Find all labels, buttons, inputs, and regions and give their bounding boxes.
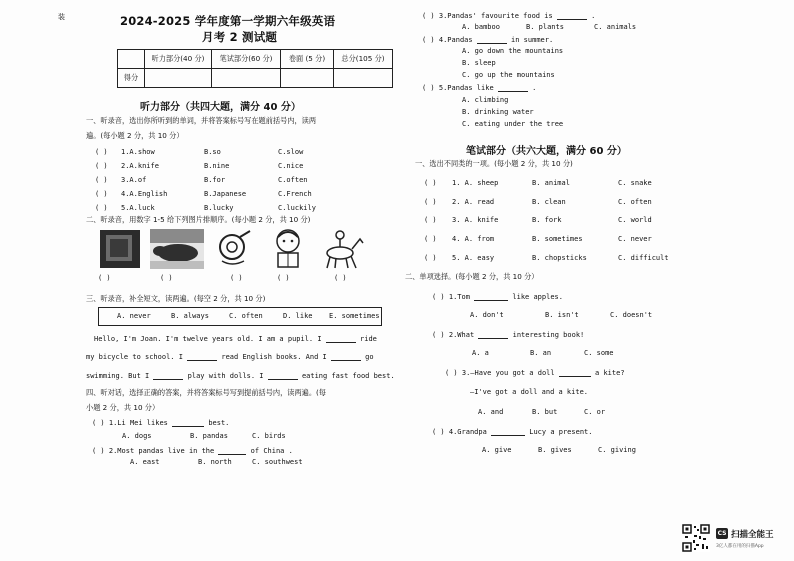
picture-order-bracket[interactable]: ( ) [277,274,290,282]
option-a: A. bamboo [462,23,500,31]
option-c: C.often [278,176,308,184]
option-c: C. some [584,349,614,357]
answer-bracket[interactable]: ( ) [424,198,437,206]
option-a: 3. A. knife [452,216,499,224]
answer-bracket[interactable]: ( ) [95,148,108,156]
fill-blank[interactable] [557,11,587,20]
question-2: ( ) 2.What interesting book! [432,331,585,339]
answer-bracket[interactable]: ( ) [432,331,445,339]
score-cell [212,69,281,88]
option-c: C. animals [594,23,637,31]
answer-bracket[interactable]: ( ) [424,179,437,187]
answer-bracket[interactable]: ( ) [445,369,458,377]
listening-p4-instruction: 四、听对话，选择正确的答案，并将答案标号写到提前括号内，读两遍。(每 [86,388,326,397]
option-b: B.for [204,176,226,184]
answer-bracket[interactable]: ( ) [92,447,105,455]
option-c: C. southwest [252,458,303,466]
option-b: B. gives [538,446,572,454]
answer-bracket[interactable]: ( ) [424,216,437,224]
option-c: C.nice [278,162,304,170]
fill-blank[interactable] [172,418,204,427]
answer-bracket[interactable]: ( ) [432,428,445,436]
option-c: C. world [618,216,652,224]
picture-order-bracket[interactable]: ( ) [230,274,243,282]
option-c: C. difficult [618,254,669,262]
score-header-neatness: 卷面 (5 分) [281,50,334,69]
option-a: 5. A. easy [452,254,495,262]
answer-bracket[interactable]: ( ) [95,162,108,170]
question-3: ( ) 3.Pandas' favourite food is . [422,12,596,20]
option-b: B. sometimes [532,235,583,243]
option-a: A. don't [470,311,504,319]
fill-blank[interactable] [268,371,298,380]
eating-picture [214,229,254,269]
answer-bracket[interactable]: ( ) [422,84,435,92]
option-a: A. go down the mountains [462,47,564,55]
option-b: B. plants [526,23,564,31]
listening-p1-instruction-cont: 遍。(每小题 2 分，共 10 分） [86,131,184,140]
question-4: ( ) 4.Pandas in summer. [422,36,554,44]
option-b: B. an [530,349,552,357]
fill-blank[interactable] [559,368,591,377]
fill-blank[interactable] [491,427,525,436]
fill-blank[interactable] [218,446,246,455]
question-5: ( ) 5.Pandas like . [422,84,537,92]
answer-bracket[interactable]: ( ) [422,12,435,20]
dialogue-reply: —I've got a doll and a kite. [470,388,589,396]
question-1: ( ) 1.Li Mei likes best. [92,419,230,427]
option-b: B.nine [204,162,230,170]
exam-subtitle: 月考 2 测试题 [202,30,278,44]
option-c: C. doesn't [610,311,653,319]
qr-code-icon [682,524,710,552]
listening-heading: 听力部分（共四大题，满分 40 分） [140,102,301,113]
fill-blank[interactable] [478,330,508,339]
option-b: B. drinking water [462,108,534,116]
fill-blank[interactable] [153,371,183,380]
horse-riding-picture [320,227,364,269]
answer-bracket[interactable]: ( ) [95,190,108,198]
option-a: 4. A. from [452,235,495,243]
option-c: C.luckily [278,204,316,212]
passage-line: my bicycle to school. I read English books. And I go [86,353,374,361]
written-heading: 笔试部分（共六大题，满分 60 分） [466,146,627,157]
option-a: 1. A. sheep [452,179,499,187]
question-1: ( ) 1.Tom like apples. [432,293,563,301]
listening-p4-instruction-cont: 小题 2 分，共 10 分） [86,403,160,412]
word-option: E. sometimes [329,312,380,320]
option-a: 2.A.knife [121,162,159,170]
option-a: 3.A.of [121,176,147,184]
option-b: B. chopsticks [532,254,587,262]
listening-p3-instruction: 三、听录音，补全短文，读两遍。(每空 2 分，共 10 分) [86,294,266,303]
option-b: B. clean [532,198,566,206]
score-table [117,49,393,88]
picture-order-bracket[interactable]: ( ) [98,274,111,282]
passage-line: Hello, I'm Joan. I'm twelve years old. I am a pupil. I ride [94,335,377,343]
option-a: A. give [482,446,512,454]
answer-bracket[interactable]: ( ) [424,254,437,262]
option-a: A. east [130,458,160,466]
scanner-logo-icon: CS [717,530,727,537]
answer-bracket[interactable]: ( ) [432,293,445,301]
option-c: C. giving [598,446,636,454]
option-b: B. animal [532,179,570,187]
passage-line: swimming. But I play with dolls. I eating fast food best. [86,372,395,380]
binding-mark: 装 [58,13,65,21]
fill-blank[interactable] [326,334,356,343]
option-a: 4.A.English [121,190,168,198]
option-b: B. north [198,458,232,466]
fill-blank[interactable] [477,35,507,44]
answer-bracket[interactable]: ( ) [95,176,108,184]
picture-order-bracket[interactable]: ( ) [334,274,347,282]
question-3: ( ) 3.—Have you got a doll a kite? [445,369,625,377]
option-a: 2. A. read [452,198,495,206]
word-bank [98,307,382,326]
word-option: B. always [171,312,209,320]
exam-title: 2024-2025 学年度第一学期六年级英语 [120,14,336,28]
option-b: B. pandas [190,432,228,440]
boy-reading-picture [270,227,306,269]
word-option: D. like [283,312,313,320]
listening-p2-instruction: 二、听录音，用数字 1-5 给下列图片排顺序。(每小题 2 分，共 10 分) [86,215,311,224]
option-b: B. but [532,408,558,416]
option-a: A. climbing [462,96,509,104]
option-a: A. and [478,408,504,416]
option-a: 5.A.luck [121,204,155,212]
option-a: 1.A.show [121,148,155,156]
score-cell [334,69,393,88]
option-b: B.Japanese [204,190,247,198]
option-c: C. eating under the tree [462,120,564,128]
written-p2-instruction: 二、单项选择。(每小题 2 分，共 10 分） [405,272,539,281]
score-row-label: 得分 [118,69,145,88]
option-c: C. snake [618,179,652,187]
word-option: C. often [229,312,263,320]
option-c: C. often [618,198,652,206]
fill-blank[interactable] [331,352,361,361]
option-c: C. never [618,235,652,243]
score-header-listening: 听力部分(40 分) [145,50,212,69]
option-b: B. sleep [462,59,496,67]
option-a: A. dogs [122,432,152,440]
option-b: B. isn't [545,311,579,319]
score-header-written: 笔试部分(60 分) [212,50,281,69]
picture-order-bracket[interactable]: ( ) [160,274,173,282]
answer-bracket[interactable]: ( ) [92,419,105,427]
option-b: B.so [204,148,221,156]
option-c: C. birds [252,432,286,440]
answer-bracket[interactable]: ( ) [95,204,108,212]
question-4: ( ) 4.Grandpa Lucy a present. [432,428,593,436]
score-cell [145,69,212,88]
option-a: A. a [472,349,489,357]
book-picture [99,229,141,269]
score-cell [281,69,334,88]
listening-p1-instruction: 一、听录音，选出你所听到的单词，并将答案标号写在题前括号内，读两 [86,116,317,125]
scanner-tagline: 3亿人都在用的扫描App [716,544,764,549]
option-c: C. go up the mountains [462,71,555,79]
fill-blank[interactable] [498,83,528,92]
option-b: B.lucky [204,204,234,212]
scanner-brand: 扫描全能王 [731,530,774,540]
fill-blank[interactable] [474,292,508,301]
option-c: C. or [584,408,606,416]
fill-blank[interactable] [187,352,217,361]
question-2: ( ) 2.Most pandas live in the of China . [92,447,293,455]
hippo-picture [150,229,204,269]
score-header-total: 总分(105 分) [334,50,393,69]
option-b: B. fork [532,216,562,224]
option-c: C.slow [278,148,304,156]
word-option: A. never [117,312,151,320]
option-c: C.French [278,190,312,198]
written-p1-instruction: 一、选出不同类的一项。(每小题 2 分，共 10 分) [415,159,573,168]
answer-bracket[interactable]: ( ) [424,235,437,243]
answer-bracket[interactable]: ( ) [422,36,435,44]
